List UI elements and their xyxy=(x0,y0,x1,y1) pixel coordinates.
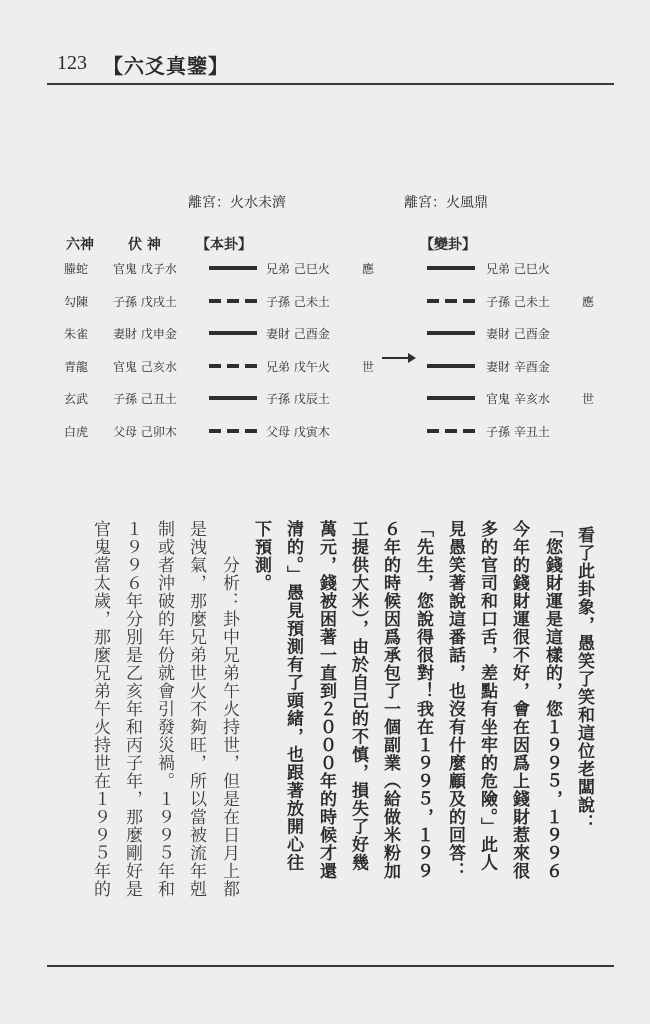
changed-line-yang xyxy=(427,331,475,335)
text-column: 官鬼當太歲，那麼兄弟午火持世在１９９５年的 xyxy=(90,520,110,898)
changed-relative-label: 兄弟 己巳火 xyxy=(486,262,550,276)
six-spirit-label: 朱雀 xyxy=(64,327,89,341)
text-column: ６年的時候因爲承包了一個副業（給做米粉加 xyxy=(380,520,400,880)
changed-line-yang xyxy=(427,396,475,400)
text-column: 是洩氣，那麼兄弟世火不夠旺，所以當被流年剋 xyxy=(186,520,206,898)
header-original-hexagram: 【本卦】 xyxy=(196,237,252,253)
original-relative-label: 父母 戊寅木 xyxy=(266,425,330,439)
text-column: 工提供大米），由於自己的不慎，損失了好幾 xyxy=(348,520,368,872)
book-title: 【六爻真鑒】 xyxy=(103,54,229,78)
original-line-yin xyxy=(209,364,257,368)
text-column: １９９６年分別是乙亥年和丙子年，那麼剛好是 xyxy=(122,520,142,898)
text-column: 下預測。 xyxy=(251,520,271,592)
change-arrow-icon xyxy=(382,357,414,359)
text-column: 見愚笑著說這番話，也沒有什麼顧及的回答： xyxy=(445,520,465,880)
text-column: 制或者沖破的年份就會引發災禍。１９９５年和 xyxy=(154,520,174,898)
six-spirit-label: 螣蛇 xyxy=(64,262,89,276)
text-column: 「您錢財運是這樣的，您１９９５，１９９６ xyxy=(542,520,562,880)
text-column: 看了此卦象，愚笑了笑和這位老闆說： xyxy=(574,526,594,832)
original-relative-label: 子孫 己未土 xyxy=(266,295,330,309)
changed-line-yin xyxy=(427,429,475,433)
text-column: 「先生，您說得很對！我在１９９５，１９９ xyxy=(413,520,433,880)
changed-line-yang xyxy=(427,364,475,368)
changed-relative-label: 子孫 己未土 xyxy=(486,295,550,309)
hidden-spirit-label: 子孫 己丑土 xyxy=(113,392,177,406)
footer-rule xyxy=(47,965,614,967)
original-line-yin xyxy=(209,299,257,303)
hidden-spirit-label: 官鬼 己亥水 xyxy=(113,360,177,374)
original-hexagram-title: 離宮：火水未濟 xyxy=(188,195,286,211)
text-column: 分析：卦中兄弟午火持世，但是在日月上都 xyxy=(219,520,239,898)
page-number: 123 xyxy=(57,52,87,74)
six-spirit-label: 玄武 xyxy=(64,392,89,406)
original-line-yang xyxy=(209,396,257,400)
changed-shi-ying-mark: 應 xyxy=(582,295,595,309)
six-spirit-label: 白虎 xyxy=(64,425,89,439)
changed-line-yang xyxy=(427,266,475,270)
original-line-yin xyxy=(209,429,257,433)
changed-relative-label: 妻財 辛酉金 xyxy=(486,360,550,374)
changed-relative-label: 官鬼 辛亥水 xyxy=(486,392,550,406)
text-column: 多的官司和口舌，差點有坐牢的危險。」此人 xyxy=(477,520,497,872)
hidden-spirit-label: 子孫 戊戌土 xyxy=(113,295,177,309)
original-shi-ying-mark: 世 xyxy=(362,360,375,374)
hidden-spirit-label: 官鬼 戊子水 xyxy=(113,262,177,276)
original-line-yang xyxy=(209,331,257,335)
changed-line-yin xyxy=(427,299,475,303)
six-spirit-label: 青龍 xyxy=(64,360,89,374)
changed-hexagram-title: 離宮：火風鼎 xyxy=(404,195,488,211)
hidden-spirit-label: 妻財 戊申金 xyxy=(113,327,177,341)
header-hidden-spirit: 伏 神 xyxy=(128,237,161,253)
header-six-spirits: 六神 xyxy=(66,237,94,253)
hidden-spirit-label: 父母 己卯木 xyxy=(113,425,177,439)
changed-shi-ying-mark: 世 xyxy=(582,392,595,406)
header-changed-hexagram: 【變卦】 xyxy=(420,237,476,253)
changed-relative-label: 妻財 己酉金 xyxy=(486,327,550,341)
text-column: 今年的錢財運很不好，會在因爲上錢財惹來很 xyxy=(509,520,529,880)
original-relative-label: 妻財 己酉金 xyxy=(266,327,330,341)
six-spirit-label: 勾陳 xyxy=(64,295,89,309)
text-column: 清的。」愚見預測有了頭緒，也跟著放開心往 xyxy=(283,520,303,872)
original-relative-label: 兄弟 戊午火 xyxy=(266,360,330,374)
changed-relative-label: 子孫 辛丑土 xyxy=(486,425,550,439)
original-line-yang xyxy=(209,266,257,270)
original-shi-ying-mark: 應 xyxy=(362,262,375,276)
original-relative-label: 子孫 戊辰土 xyxy=(266,392,330,406)
text-column: 萬元，錢被困著一直到２０００年的時候才還 xyxy=(316,520,336,880)
original-relative-label: 兄弟 己巳火 xyxy=(266,262,330,276)
header-rule xyxy=(47,83,614,85)
